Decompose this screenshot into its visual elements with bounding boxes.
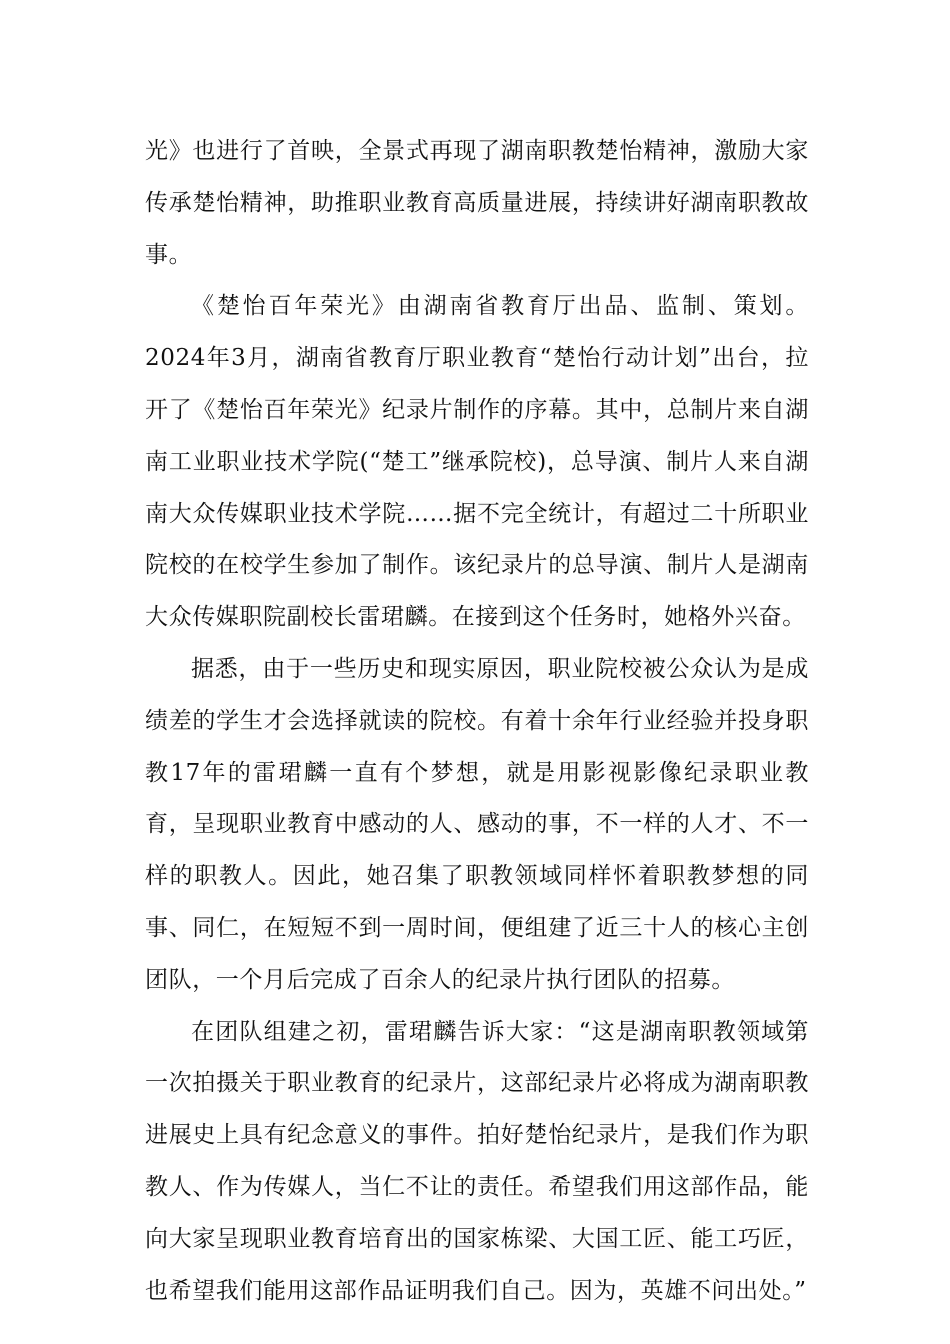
paragraph-continuation: 光》也进行了首映，全景式再现了湖南职教楚怡精神，激励大家传承楚怡精神，助推职业教育高质量进展，持续讲好湖南职教故事。 <box>145 138 809 268</box>
paragraph-team-quote: 在团队组建之初，雷珺麟告诉大家：“这是湖南职教领域第一次拍摄关于职业教育的纪录片，这部纪录片必将成为湖南职教进展史上具有纪念意义的事件。拍好楚怡纪录片，是我们作为职教人、作为传媒人，当仁不让的责任。希望我们用这部作品，能向大家呈现职业教育培育出的国家栋梁、大国工匠、能工巧匠，也希望我们能用这部作品证明我们自己。因为，英雄不问出处。” <box>145 1018 809 1304</box>
paragraph-documentary-production: 《楚怡百年荣光》由湖南省教育厅出品、监制、策划。2024年3月，湖南省教育厅职业教育“楚怡行动计划”出台，拉开了《楚怡百年荣光》纪录片制作的序幕。其中，总制片来自湖南工业职业技术学院(“楚工”继承院校)，总导演、制片人来自湖南大众传媒职业技术学院……据不完全统计，有超过二十所职业院校的在校学生参加了制作。该纪录片的总导演、制片人是湖南大众传媒职院副校长雷珺麟。在接到这个任务时，她格外兴奋。 <box>145 293 809 631</box>
document-body <box>145 126 809 1317</box>
paragraph-director-dream: 据悉，由于一些历史和现实原因，职业院校被公众认为是成绩差的学生才会选择就读的院校。有着十余年行业经验并投身职教17年的雷珺麟一直有个梦想，就是用影视影像纪录职业教育，呈现职业教育中感动的人、感动的事，不一样的人才、不一样的职教人。因此，她召集了职教领域同样怀着职教梦想的同事、同仁，在短短不到一周时间，便组建了近三十人的核心主创团队，一个月后完成了百余人的纪录片执行团队的招募。 <box>145 655 809 993</box>
